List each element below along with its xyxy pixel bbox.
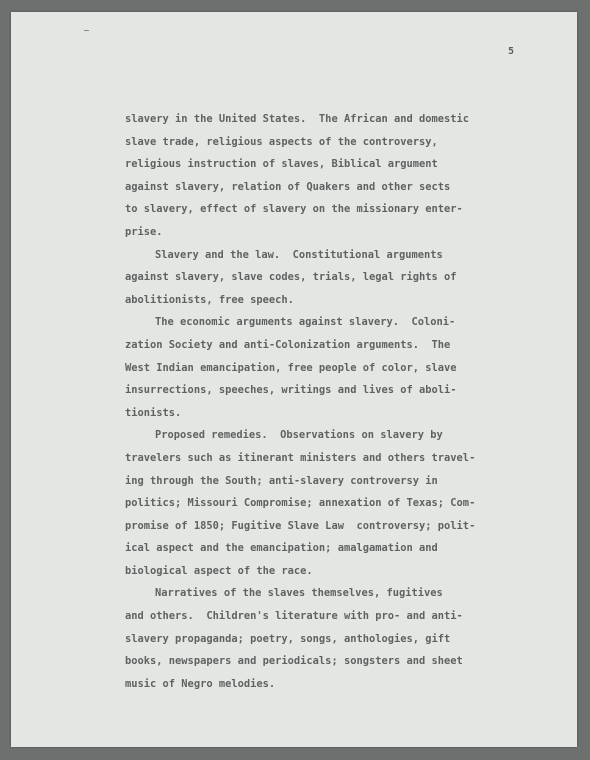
text-line: Proposed remedies. Observations on slavery by xyxy=(155,429,443,442)
text-line: Slavery and the law. Constitutional arguments xyxy=(155,248,443,261)
text-line: ing through the South; anti-slavery controversy in xyxy=(125,474,438,487)
text-line: biological aspect of the race. xyxy=(125,564,313,577)
text-line: politics; Missouri Compromise; annexation of Texas; Com- xyxy=(125,497,476,510)
text-line: Narratives of the slaves themselves, fugitives xyxy=(155,587,443,600)
text-line: The economic arguments against slavery. Coloni- xyxy=(155,316,456,329)
text-line: tionists. xyxy=(125,406,182,419)
paper-mark xyxy=(84,30,89,31)
text-line: slave trade, religious aspects of the controversy, xyxy=(125,135,438,148)
text-line: West Indian emancipation, free people of color, slave xyxy=(125,361,457,374)
text-line: ical aspect and the emancipation; amalgamation and xyxy=(125,542,438,555)
text-line: against slavery, slave codes, trials, legal rights of xyxy=(125,271,457,284)
text-line: zation Society and anti-Colonization arguments. The xyxy=(125,338,451,351)
text-line: music of Negro melodies. xyxy=(125,677,276,690)
text-line: against slavery, relation of Quakers and other sects xyxy=(125,180,451,193)
text-line: insurrections, speeches, writings and lives of aboli- xyxy=(125,384,457,397)
text-line: abolitionists, free speech. xyxy=(125,293,294,306)
text-line: religious instruction of slaves, Biblical argument xyxy=(125,158,438,171)
typewritten-page xyxy=(11,12,577,747)
body-text xyxy=(125,108,565,695)
text-line: travelers such as itinerant ministers and others travel- xyxy=(125,451,476,464)
text-line: and others. Children's literature with pro- and anti- xyxy=(125,610,463,623)
text-line: slavery in the United States. The African and domestic xyxy=(125,113,470,125)
text-line: to slavery, effect of slavery on the missionary enter- xyxy=(125,203,463,216)
text-line: prise. xyxy=(125,225,163,238)
text-line: slavery propaganda; poetry, songs, anthologies, gift xyxy=(125,632,451,645)
text-line: promise of 1850; Fugitive Slave Law controversy; polit- xyxy=(125,519,476,532)
page-number: 5 xyxy=(508,46,515,57)
text-line: books, newspapers and periodicals; songsters and sheet xyxy=(125,655,463,668)
